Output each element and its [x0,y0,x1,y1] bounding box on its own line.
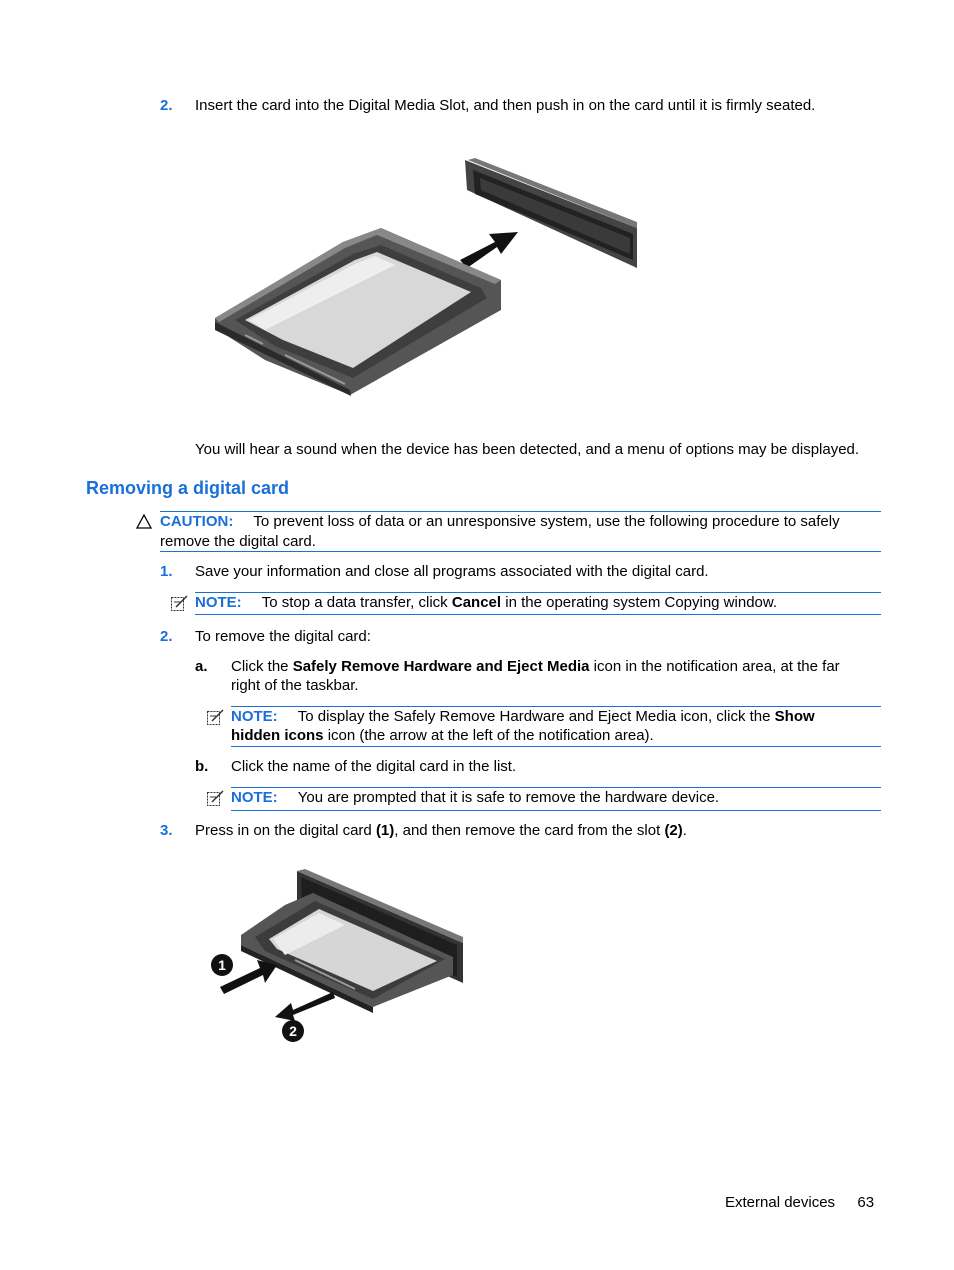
footer-section: External devices [725,1194,836,1211]
page-footer [725,1193,874,1212]
step-3-text [195,821,687,840]
show-term: Show [774,708,815,725]
caution-bottom-rule [160,551,881,552]
note-text: You are prompted that it is safe to remove the hardware device. [297,789,720,806]
callout-1-label: 1 [218,957,226,973]
note-1-line [195,593,777,612]
caution-line-1 [160,512,881,531]
note-pencil-icon [206,789,225,807]
substep-a-line-2: right of the taskbar. [231,677,359,694]
step-text: Press in on the digital card [195,822,372,839]
section-heading: Removing a digital card [86,478,290,498]
hidden-icons-term: hidden icons [231,727,324,744]
card-remove-illustration [205,865,470,1050]
caution-triangle-icon [136,514,152,529]
callout-ref-2: (2) [664,822,683,839]
note-bottom-rule [231,810,881,811]
note-label: NOTE: [231,708,278,725]
note-3-line [231,788,719,807]
substep-text: icon in the notification area, at the far [593,658,840,675]
step-text: , and then remove the card from the slot [394,822,661,839]
page-number: 63 [857,1194,875,1211]
substep-letter: b. [195,758,209,775]
note-bottom-rule [195,614,881,615]
step-text: Insert the card into the Digital Media Slot, and then push in on the card until it is firmly seated. [195,97,816,114]
card-insert-illustration [205,150,645,405]
substep-text: Click the name of the digital card in the list. [231,758,517,775]
step-number: 3. [160,822,173,839]
note-bottom-rule [231,746,881,747]
step-number: 2. [160,628,173,645]
caution-label: CAUTION: [160,513,234,530]
note-label: NOTE: [195,594,242,611]
note-2-line-1 [231,707,815,726]
note-text: in the operating system Copying window. [505,594,778,611]
callout-2-label: 2 [289,1023,297,1039]
substep-text: Click the [231,658,289,675]
step-text: . [682,822,687,839]
substep-letter: a. [195,658,208,675]
detected-paragraph: You will hear a sound when the device has been detected, and a menu of options may be displayed. [195,441,860,458]
caution-line-2: remove the digital card. [160,533,316,550]
callout-ref-1: (1) [375,822,395,839]
note-2-line-2 [231,726,654,745]
note-label: NOTE: [231,789,278,806]
safely-remove-term: Safely Remove Hardware and Eject Media [292,658,590,675]
note-pencil-icon [170,594,189,612]
step-text: To remove the digital card: [195,628,371,645]
step-number: 1. [160,563,173,580]
step-number: 2. [160,97,173,114]
note-text: To display the Safely Remove Hardware and Eject Media icon, click the [297,708,771,725]
caution-text: To prevent loss of data or an unresponsive system, use the following procedure to safely [253,513,840,530]
cancel-term: Cancel [451,594,502,611]
substep-a-line-1 [231,657,840,676]
note-text: icon (the arrow at the left of the notification area). [327,727,654,744]
step-text: Save your information and close all programs associated with the digital card. [195,563,709,580]
note-text: To stop a data transfer, click [261,594,448,611]
note-pencil-icon [206,708,225,726]
